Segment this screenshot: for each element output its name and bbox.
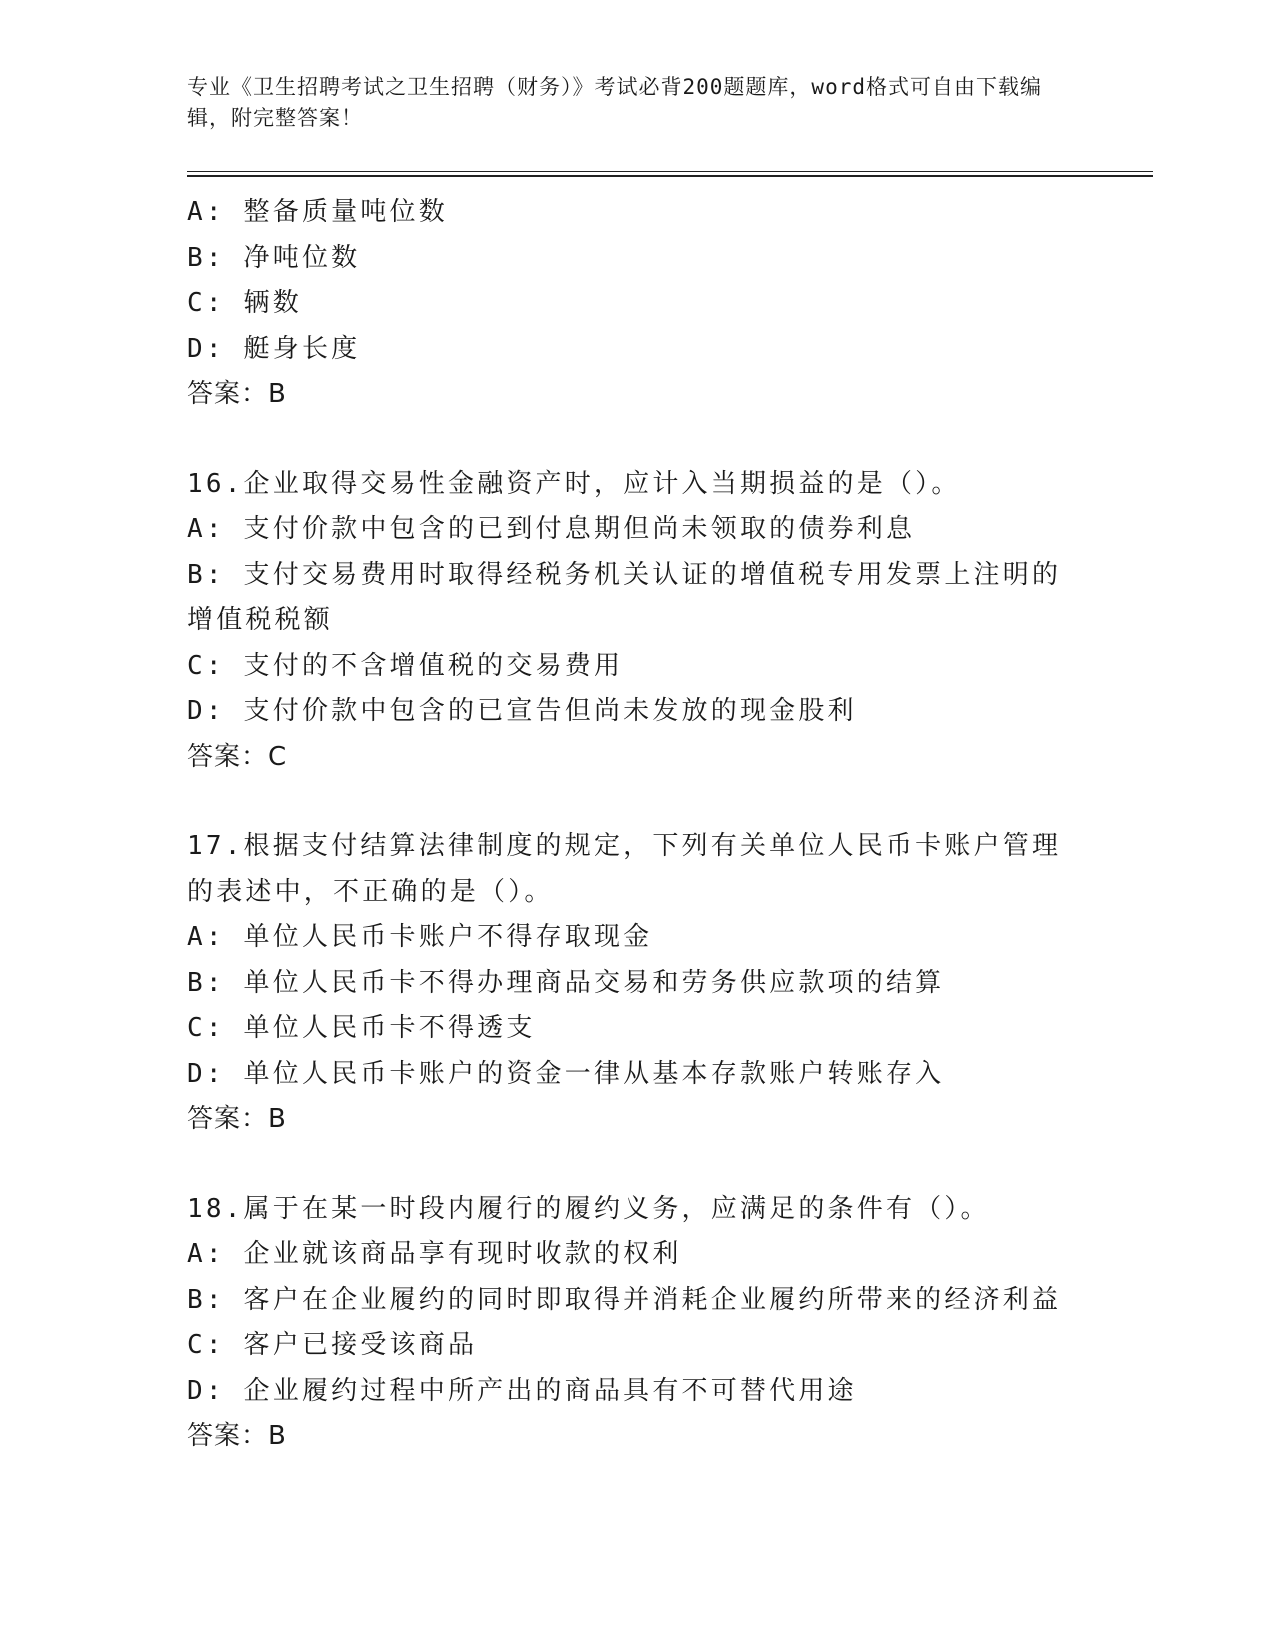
answer-label: 答案：B [187, 379, 287, 409]
question-stem: 17.根据支付结算法律制度的规定，下列有关单位人民币卡账户管理的表述中，不正确的是（）。 [187, 831, 1062, 907]
header-divider-thin [187, 171, 1153, 172]
document-header: 专业《卫生招聘考试之卫生招聘（财务）》考试必背200题题库，word格式可自由下载编辑，附完整答案！ [187, 75, 1042, 130]
option-b: B: 净吨位数 [187, 242, 361, 273]
answer-label: 答案：B [187, 1421, 287, 1451]
option-a: A: 企业就该商品享有现时收款的权利 [187, 1239, 682, 1269]
option-d: D: 企业履约过程中所产出的商品具有不可替代用途 [187, 1375, 857, 1406]
option-a: A: 单位人民币卡账户不得存取现金 [187, 922, 653, 952]
option-a: A: 整备质量吨位数 [187, 197, 448, 227]
option-c: C: 客户已接受该商品 [187, 1330, 478, 1360]
question-stem: 18.属于在某一时段内履行的履约义务，应满足的条件有（）。 [187, 1193, 990, 1224]
header-divider-thick [187, 175, 1153, 177]
answer-label: 答案：C [187, 741, 288, 772]
option-d: D: 支付价款中包含的已宣告但尚未发放的现金股利 [187, 696, 857, 726]
question-list [187, 190, 1087, 1460]
question-18 [187, 1187, 1087, 1460]
option-b: B: 支付交易费用时取得经税务机关认证的增值税专用发票上注明的增值税税额 [187, 559, 1062, 635]
answer-label: 答案：B [187, 1104, 287, 1134]
option-b: B: 单位人民币卡不得办理商品交易和劳务供应款项的结算 [187, 967, 945, 998]
option-c: C: 辆数 [187, 288, 302, 318]
question-stem: 16.企业取得交易性金融资产时，应计入当期损益的是（）。 [187, 468, 961, 499]
question-15-partial [187, 190, 1087, 418]
option-a: A: 支付价款中包含的已到付息期但尚未领取的债券利息 [187, 514, 916, 544]
option-c: C: 支付的不含增值税的交易费用 [187, 650, 624, 681]
option-d: D: 单位人民币卡账户的资金一律从基本存款账户转账存入 [187, 1058, 945, 1089]
option-d: D: 艇身长度 [187, 333, 361, 364]
option-c: C: 单位人民币卡不得透支 [187, 1013, 536, 1043]
option-b: B: 客户在企业履约的同时即取得并消耗企业履约所带来的经济利益 [187, 1284, 1062, 1315]
question-17 [187, 824, 1087, 1143]
question-16 [187, 462, 1087, 781]
